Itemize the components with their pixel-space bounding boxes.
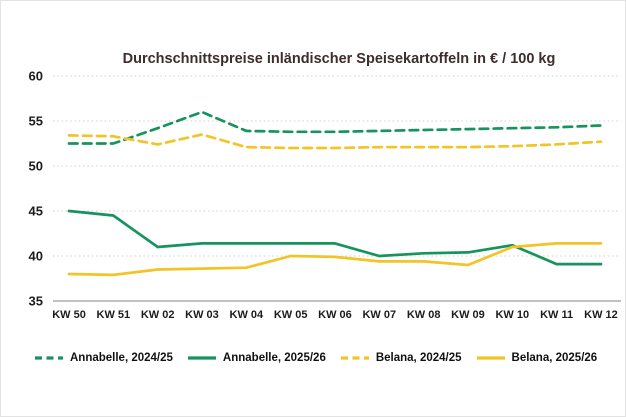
legend-swatch-belana-2025-26 — [476, 354, 506, 362]
x-tick-label-kw-51: KW 51 — [96, 309, 131, 321]
y-tick-label-60: 60 — [28, 68, 43, 84]
x-tick-label-kw-12: KW 12 — [584, 309, 618, 321]
legend-item-belana-2024-25 — [340, 352, 462, 364]
legend-swatch-belana-2024-25 — [340, 354, 370, 362]
legend-swatch-annabelle-2024-25 — [34, 354, 64, 362]
chart-title: Durchschnittspreise inländischer Speisekartoffeln in € / 100 kg — [122, 51, 556, 67]
y-tick-label-50: 50 — [28, 158, 43, 174]
x-tick-label-kw-04: KW 04 — [229, 309, 264, 321]
legend-label-belana-2025-26: Belana, 2025/26 — [511, 352, 598, 364]
x-tick-label-kw-02: KW 02 — [140, 309, 175, 321]
series-line-belana-2024-25 — [69, 135, 601, 149]
x-tick-label-kw-05: KW 05 — [273, 309, 308, 321]
x-tick-label-kw-06: KW 06 — [318, 309, 352, 321]
legend-label-annabelle-2024-25: Annabelle, 2024/25 — [70, 352, 173, 364]
chart-legend — [1, 348, 626, 368]
y-tick-label-35: 35 — [28, 293, 43, 309]
series-line-annabelle-2024-25 — [69, 112, 601, 144]
legend-label-belana-2024-25: Belana, 2024/25 — [375, 352, 462, 364]
legend-item-annabelle-2024-25 — [34, 352, 173, 364]
y-tick-label-45: 45 — [28, 203, 43, 219]
x-tick-label-kw-03: KW 03 — [185, 309, 219, 321]
legend-item-annabelle-2025-26 — [187, 352, 326, 364]
x-tick-label-kw-09: KW 09 — [451, 309, 485, 321]
y-tick-label-40: 40 — [28, 248, 43, 264]
x-tick-label-kw-10: KW 10 — [495, 309, 530, 321]
line-chart — [1, 1, 626, 341]
x-tick-label-kw-11: KW 11 — [540, 309, 574, 321]
legend-swatch-annabelle-2025-26 — [187, 354, 217, 362]
x-tick-label-kw-08: KW 08 — [406, 309, 441, 321]
y-tick-label-55: 55 — [28, 113, 43, 129]
x-tick-label-kw-07: KW 07 — [362, 309, 397, 321]
legend-label-annabelle-2025-26: Annabelle, 2025/26 — [222, 352, 326, 364]
x-tick-label-kw-50: KW 50 — [52, 309, 86, 321]
legend-item-belana-2025-26 — [476, 352, 598, 364]
